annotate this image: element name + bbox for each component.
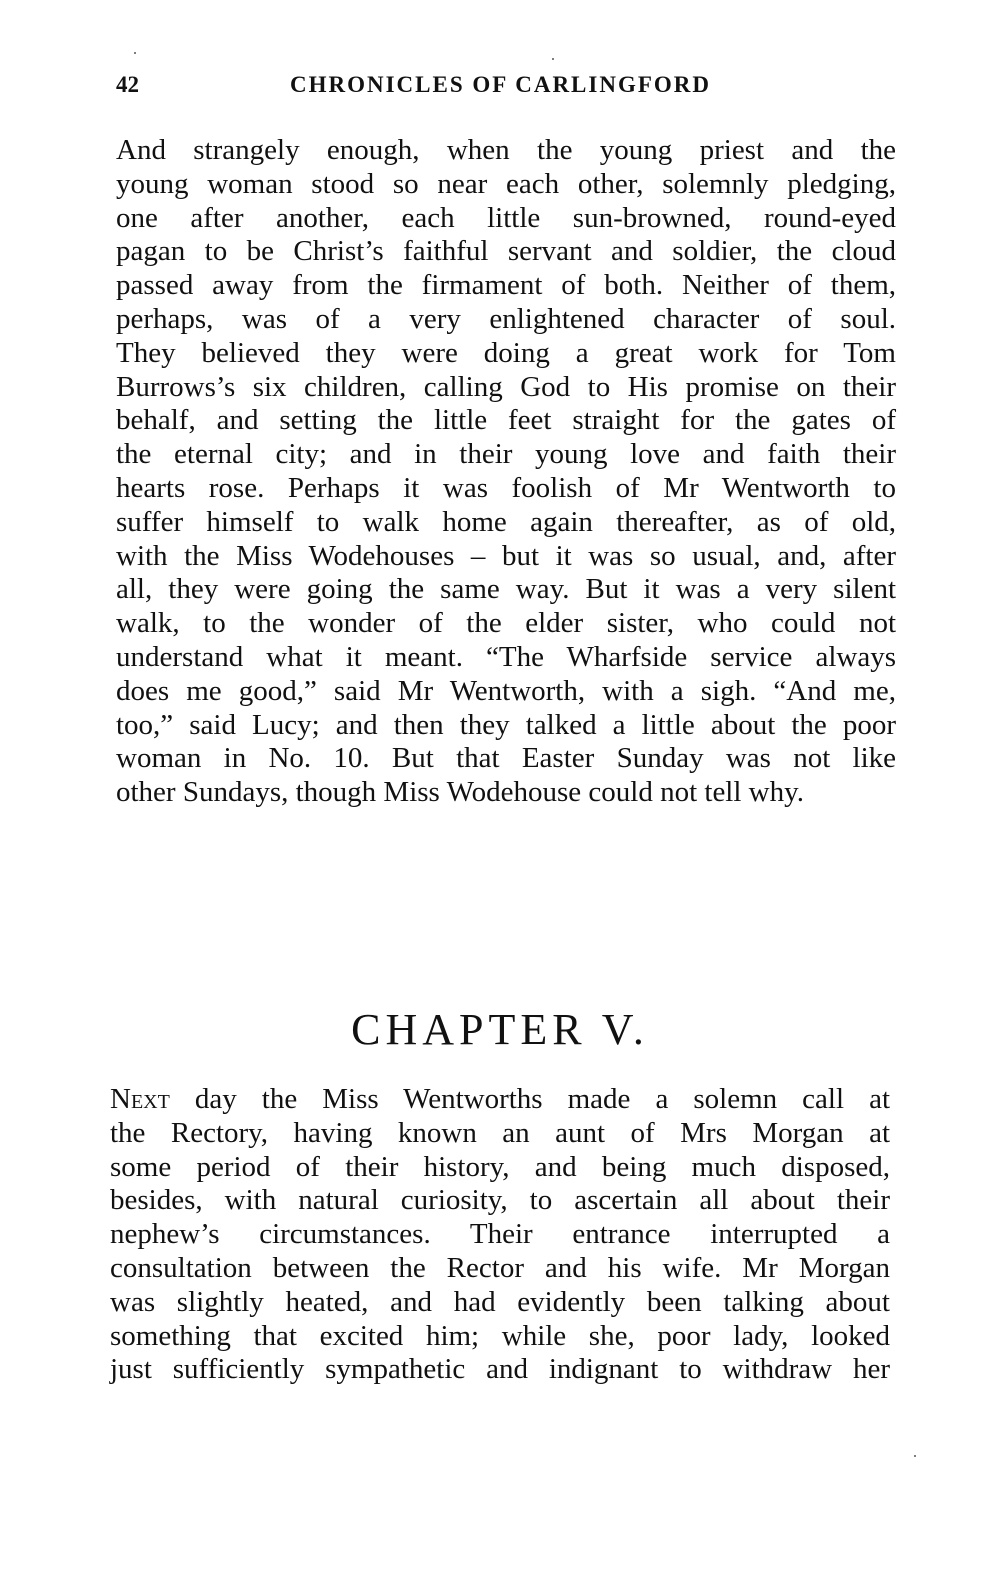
text-line: all, they were going the same way. But it was a very silent — [116, 573, 896, 606]
text-line: something that excited him; while she, poor lady, looked — [110, 1319, 890, 1352]
scan-speck — [914, 1455, 916, 1457]
text-line: hearts rose. Perhaps it was foolish of Mr Wentworth to — [116, 471, 896, 504]
text-line: does me good,” said Mr Wentworth, with a sigh. “And me, — [116, 674, 896, 707]
text-line: consultation between the Rector and his wife. Mr Morgan — [110, 1251, 890, 1284]
text-line: just sufficiently sympathetic and indignant to withdraw her — [110, 1353, 890, 1386]
chapter-first-line: day the Miss Wentworths made a solemn call at — [169, 1083, 890, 1115]
text-line: They believed they were doing a great work for Tom — [116, 336, 896, 369]
text-line: with the Miss Wodehouses – but it was so usual, and, after — [116, 539, 896, 572]
text-line: passed away from the firmament of both. Neither of them, — [116, 269, 896, 302]
text-line: the eternal city; and in their young love and faith their — [116, 438, 896, 471]
text-line: pagan to be Christ’s faithful servant and soldier, the cloud — [116, 235, 896, 268]
text-line: some period of their history, and being much disposed, — [110, 1150, 890, 1183]
chapter-heading: CHAPTER V. — [351, 1005, 649, 1054]
scan-speck — [552, 58, 554, 60]
text-line: And strangely enough, when the young priest and the — [116, 134, 896, 166]
text-line: nephew’s circumstances. Their entrance interrupted a — [110, 1218, 890, 1251]
book-title: CHRONICLES OF CARLINGFORD — [290, 72, 712, 97]
text-line: walk, to the wonder of the elder sister, who could not — [116, 607, 896, 640]
chapter-paragraph — [110, 1083, 890, 1387]
text-line: one after another, each little sun-browned, round-eyed — [116, 201, 896, 234]
text-line: too,” said Lucy; and then they talked a little about the poor — [116, 708, 896, 741]
text-line: Burrows’s six children, calling God to His promise on their — [116, 370, 896, 403]
scan-speck — [134, 52, 136, 54]
text-line: young woman stood so near each other, solemnly pledging, — [116, 167, 896, 200]
body-paragraph — [116, 134, 896, 810]
page-number: 42 — [116, 72, 139, 97]
text-line: was slightly heated, and had evidently been talking about — [110, 1285, 890, 1318]
text-line: behalf, and setting the little feet straight for the gates of — [116, 404, 896, 437]
text-line — [110, 1083, 890, 1117]
running-head — [116, 72, 892, 106]
chapter-lead-word: Next — [110, 1083, 170, 1115]
text-line: suffer himself to walk home again thereafter, as of old, — [116, 505, 896, 538]
text-line: besides, with natural curiosity, to ascertain all about their — [110, 1184, 890, 1217]
text-line: woman in No. 10. But that Easter Sunday was not like — [116, 742, 896, 775]
text-line: perhaps, was of a very enlightened character of soul. — [116, 302, 896, 335]
text-line: understand what it meant. “The Wharfside service always — [116, 640, 896, 673]
text-line: other Sundays, though Miss Wodehouse could not tell why. — [116, 776, 804, 809]
text-line: the Rectory, having known an aunt of Mrs Morgan at — [110, 1116, 890, 1149]
